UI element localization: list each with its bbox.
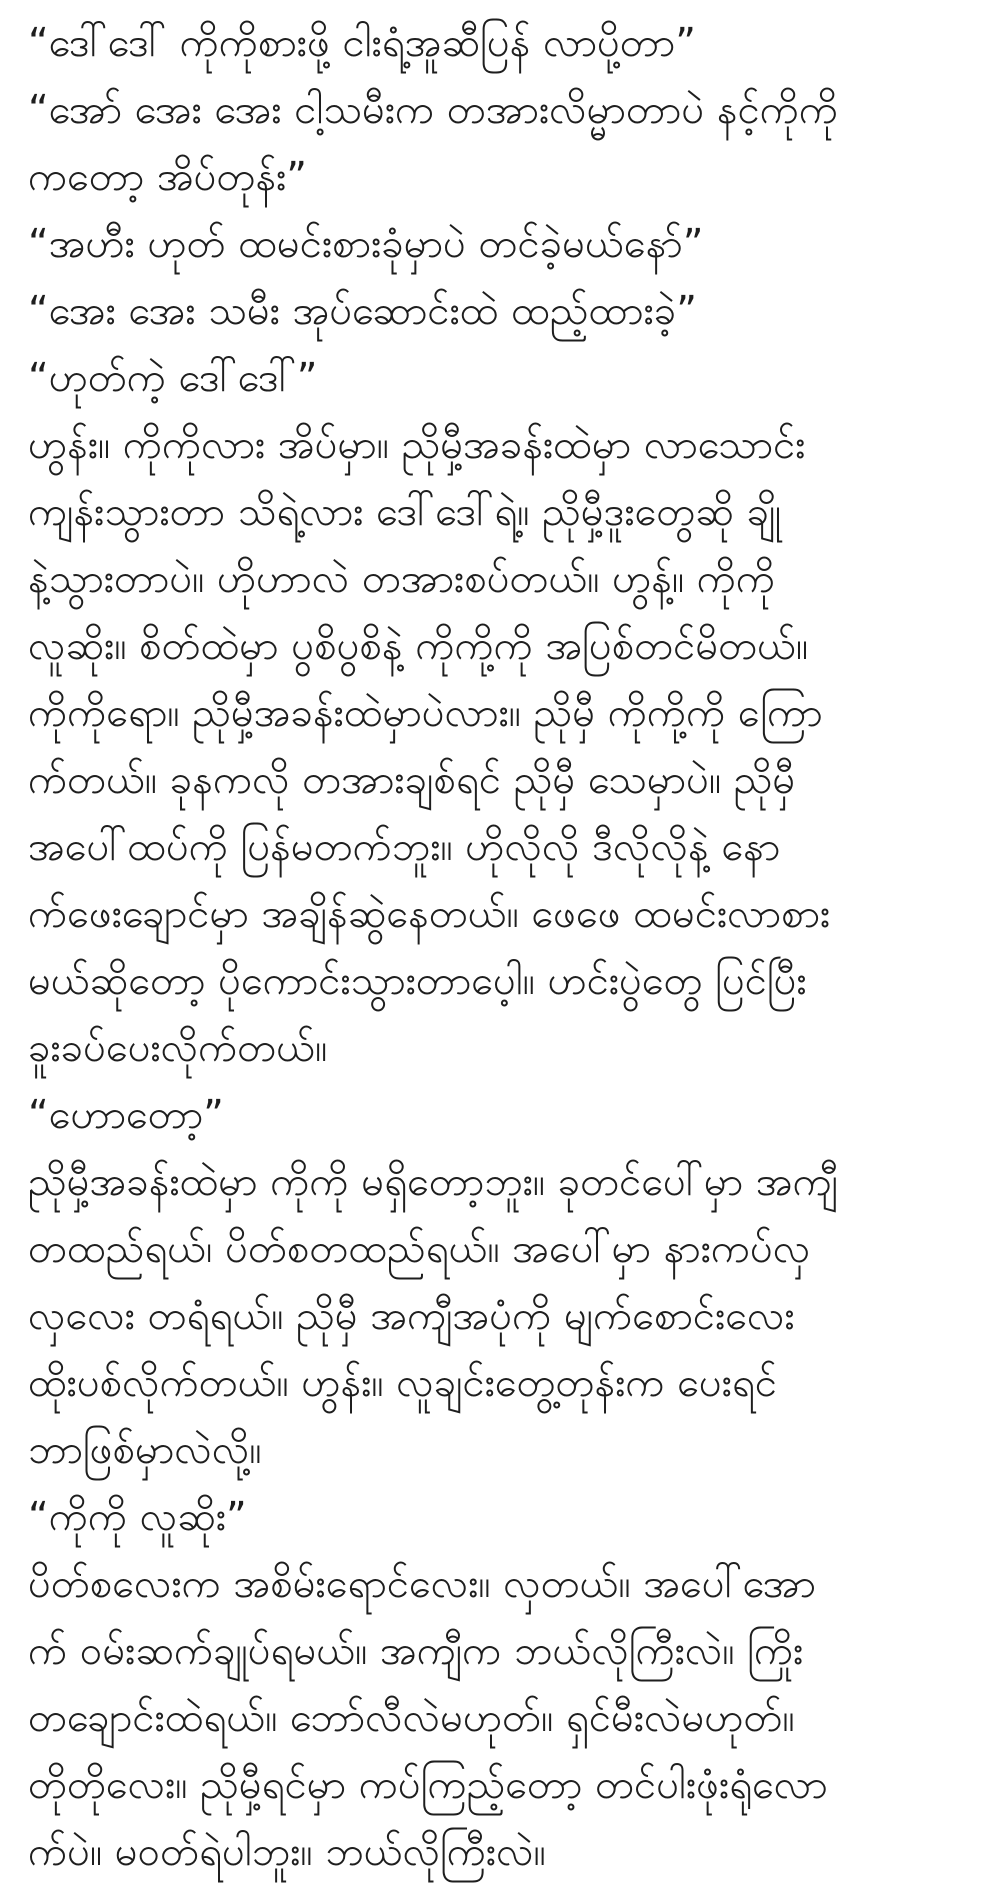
text-line: တထည်ရယ်၊ ပိတ်စတထည်ရယ်။ အပေါ်မှာ နားကပ်လှ <box>28 1226 811 1272</box>
text-line: “ဒေါ်ဒေါ် ကိုကိုစားဖို့ ငါးရံ့အူဆီပြန် လာပို့တာ” <box>28 20 696 66</box>
text-line: ကတော့ အိပ်တုန်း” <box>28 154 308 200</box>
text-line: “ဟုတ်ကဲ့ ဒေါ်ဒေါ်” <box>28 355 318 401</box>
text-line: လှလေး တရံရယ်။ ညိုမှီ အကျီအပုံကို မျက်စောင်းလေး <box>28 1293 795 1339</box>
text-line: ညိုမှီ့အခန်းထဲမှာ ကိုကို မရှိတော့ဘူး။ ခုတင်ပေါ်မှာ အကျီ <box>28 1159 839 1205</box>
text-line: ကျန်းသွားတာ သိရဲ့လား ဒေါ်ဒေါ်ရဲ့။ ညိုမှီ့ဒူးတွေဆို ချို <box>28 489 782 535</box>
text-line: က် ဝမ်းဆက်ချုပ်ရမယ်။ အကျီက ဘယ်လိုကြီးလဲ။ ကြိုး <box>28 1628 804 1674</box>
text-line: နဲ့သွားတာပဲ။ ဟိုဟာလဲ တအားစပ်တယ်။ ဟွန့်။ ကိုကို <box>28 556 776 602</box>
text-line: “အော် အေး အေး ငါ့သမီးက တအားလိမ္မာတာပဲ နင့်ကိုကို <box>28 87 839 133</box>
text-line: ခူးခပ်ပေးလိုက်တယ်။ <box>28 1025 328 1071</box>
text-line: ကိုကိုရော။ ညိုမှီ့အခန်းထဲမှာပဲလား။ ညိုမှီ ကိုကို့ကို ကြော <box>28 690 823 736</box>
text-line: တိုတိုလေး။ ညိုမှီ့ရင်မှာ ကပ်ကြည့်တော့ တင်ပါးဖုံးရုံလော <box>28 1762 828 1808</box>
text-line: က်ဖေးချောင်မှာ အချိန်ဆွဲနေတယ်။ ဖေဖေ ထမင်းလာစား <box>28 891 831 937</box>
text-line: ဟွန်း။ ကိုကိုလား အိပ်မှာ။ ညိုမှီ့အခန်းထဲမှာ လာသောင်း <box>28 422 806 468</box>
text-line: ပိတ်စလေးက အစိမ်းရောင်လေး။ လှတယ်။ အပေါ်အော <box>28 1561 816 1607</box>
text-line: “အဟီး ဟုတ် ထမင်းစားခုံမှာပဲ တင်ခဲ့မယ်နော်” <box>28 221 704 267</box>
text-line: “အေး အေး သမီး အုပ်ဆောင်းထဲ ထည့်ထားခဲ့” <box>28 288 697 334</box>
text-line: “ကိုကို လူဆိုး” <box>28 1494 247 1540</box>
text-line: မယ်ဆိုတော့ ပိုကောင်းသွားတာပေ့ါ။ ဟင်းပွဲတွေ ပြင်ပြီး <box>28 958 807 1004</box>
text-line: လူဆိုး။ စိတ်ထဲမှာ ပွစိပွစိနဲ့ ကိုကို့ကို အပြစ်တင်မိတယ်။ <box>28 623 809 669</box>
text-line: ဘာဖြစ်မှာလဲလို့။ <box>28 1427 262 1473</box>
text-line: “ဟောတော့” <box>28 1092 224 1138</box>
text-line: က်တယ်။ ခုနကလို တအားချစ်ရင် ညိုမှီ သေမှာပဲ။ ညိုမှီ <box>28 757 796 803</box>
text-line: အပေါ်ထပ်ကို ပြန်မတက်ဘူး။ ဟိုလိုလို ဒီလိုလိုနဲ့ နော <box>28 824 781 870</box>
text-line: တချောင်းထဲရယ်။ ဘော်လီလဲမဟုတ်။ ရှင်မီးလဲမဟုတ်။ <box>28 1695 795 1741</box>
text-line: ထိုးပစ်လိုက်တယ်။ ဟွန်း။ လူချင်းတွေ့တုန်းက ပေးရင် <box>28 1360 778 1406</box>
text-line: က်ပဲ။ မဝတ်ရဲပါဘူး။ ဘယ်လိုကြီးလဲ။ <box>28 1829 546 1875</box>
